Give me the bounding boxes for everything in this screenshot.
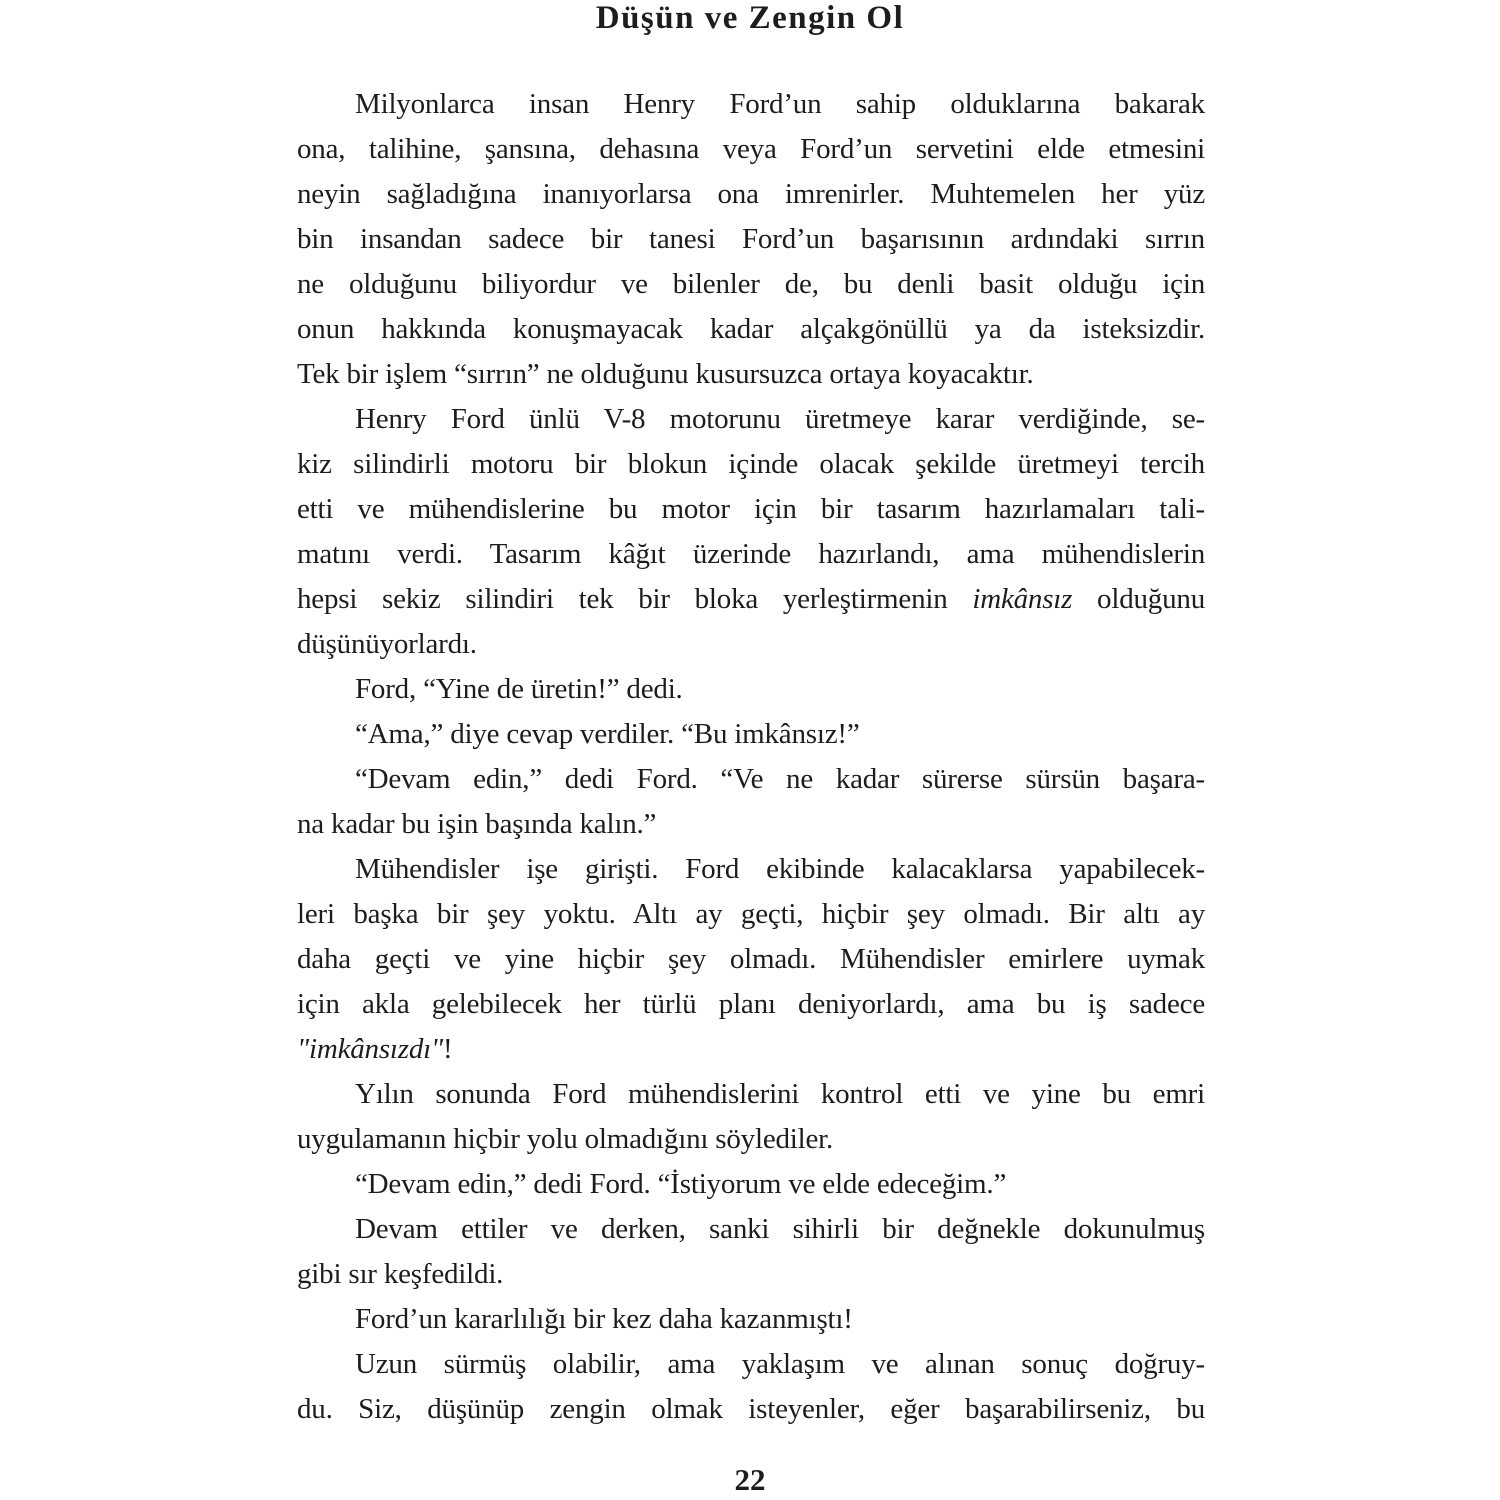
text-line (297, 622, 1205, 667)
text-segment: hepsi sekiz silindiri tek bir bloka yerleştirmenin (297, 583, 973, 615)
text-segment: Devam ettiler ve derken, sanki sihirli bir değnekle dokunulmuş (355, 1213, 1205, 1245)
text-segment: gibi sır keşfedildi. (297, 1258, 504, 1290)
text-line (297, 217, 1205, 262)
text-line (297, 1072, 1205, 1117)
italic-text-segment: imkânsız (972, 583, 1073, 615)
text-segment: Henry Ford ünlü V-8 motorunu üretmeye karar verdiğinde, se- (355, 403, 1205, 435)
text-line (297, 847, 1205, 892)
text-segment: neyin sağladığına inanıyorlarsa ona imrenirler. Muhtemelen her yüz (297, 178, 1205, 210)
text-line (297, 172, 1205, 217)
text-line (297, 82, 1205, 127)
text-line (297, 757, 1205, 802)
text-segment: du. Siz, düşünüp zengin olmak isteyenler, eğer başarabilirseniz, bu (297, 1393, 1205, 1425)
text-segment: ! (443, 1033, 453, 1065)
text-segment: onun hakkında konuşmayacak kadar alçakgönüllü ya da isteksizdir. (297, 313, 1205, 345)
text-line (297, 1387, 1205, 1432)
text-segment: “Ama,” diye cevap verdiler. “Bu imkânsız!” (355, 718, 860, 750)
text-segment: Milyonlarca insan Henry Ford’un sahip olduklarına bakarak (355, 88, 1205, 120)
text-segment: Mühendisler işe girişti. Ford ekibinde kalacaklarsa yapabilecek- (355, 853, 1205, 885)
text-segment: Tek bir işlem “sırrın” ne olduğunu kusursuzca ortaya koyacaktır. (297, 358, 1034, 390)
text-line (297, 712, 1205, 757)
text-line (297, 802, 1205, 847)
text-segment: Ford’un kararlılığı bir kez daha kazanmıştı! (355, 1303, 853, 1335)
text-segment: Yılın sonunda Ford mühendislerini kontrol etti ve yine bu emri (355, 1078, 1205, 1110)
text-line (297, 937, 1205, 982)
text-line (297, 532, 1205, 577)
text-segment: na kadar bu işin başında kalın.” (297, 808, 657, 840)
text-segment: ona, talihine, şansına, dehasına veya Ford’un servetini elde etmesini (297, 133, 1205, 165)
text-segment: Uzun sürmüş olabilir, ama yaklaşım ve alınan sonuç doğruy- (355, 1348, 1205, 1380)
text-line (297, 1162, 1205, 1207)
text-line (297, 1252, 1205, 1297)
text-line (297, 487, 1205, 532)
text-line (297, 1027, 1205, 1072)
text-line (297, 892, 1205, 937)
text-segment: matını verdi. Tasarım kâğıt üzerinde hazırlandı, ama mühendislerin (297, 538, 1205, 570)
text-line (297, 982, 1205, 1027)
text-line (297, 442, 1205, 487)
text-segment: bin insandan sadece bir tanesi Ford’un başarısının ardındaki sırrın (297, 223, 1205, 255)
text-segment: Ford, “Yine de üretin!” dedi. (355, 673, 683, 705)
text-line (297, 397, 1205, 442)
text-line (297, 1117, 1205, 1162)
text-line (297, 262, 1205, 307)
running-header: Düşün ve Zengin Ol (595, 0, 905, 36)
text-segment: olduğunu (1072, 583, 1205, 615)
text-segment: etti ve mühendislerine bu motor için bir tasarım hazırlamaları tali- (297, 493, 1205, 525)
text-line (297, 1342, 1205, 1387)
page-body (297, 82, 1205, 1432)
text-line (297, 667, 1205, 712)
text-line (297, 307, 1205, 352)
text-segment: uygulamanın hiçbir yolu olmadığını söylediler. (297, 1123, 834, 1155)
text-segment: leri başka bir şey yoktu. Altı ay geçti, hiçbir şey olmadı. Bir altı ay (297, 898, 1205, 930)
italic-text-segment: "imkânsızdı" (297, 1033, 444, 1065)
text-line (297, 352, 1205, 397)
text-segment: için akla gelebilecek her türlü planı deniyorlardı, ama bu iş sadece (297, 988, 1205, 1020)
page-number: 22 (734, 1462, 766, 1497)
text-line (297, 1297, 1205, 1342)
text-line (297, 1207, 1205, 1252)
text-segment: kiz silindirli motoru bir blokun içinde olacak şekilde üretmeyi tercih (297, 448, 1205, 480)
text-segment: düşünüyorlardı. (297, 628, 477, 660)
text-line (297, 577, 1205, 622)
text-segment: ne olduğunu biliyordur ve bilenler de, bu denli basit olduğu için (297, 268, 1205, 300)
text-segment: daha geçti ve yine hiçbir şey olmadı. Mühendisler emirlere uymak (297, 943, 1205, 975)
text-line (297, 127, 1205, 172)
text-segment: “Devam edin,” dedi Ford. “İstiyorum ve elde edeceğim.” (355, 1168, 1007, 1200)
text-segment: “Devam edin,” dedi Ford. “Ve ne kadar sürerse sürsün başara- (355, 763, 1205, 795)
